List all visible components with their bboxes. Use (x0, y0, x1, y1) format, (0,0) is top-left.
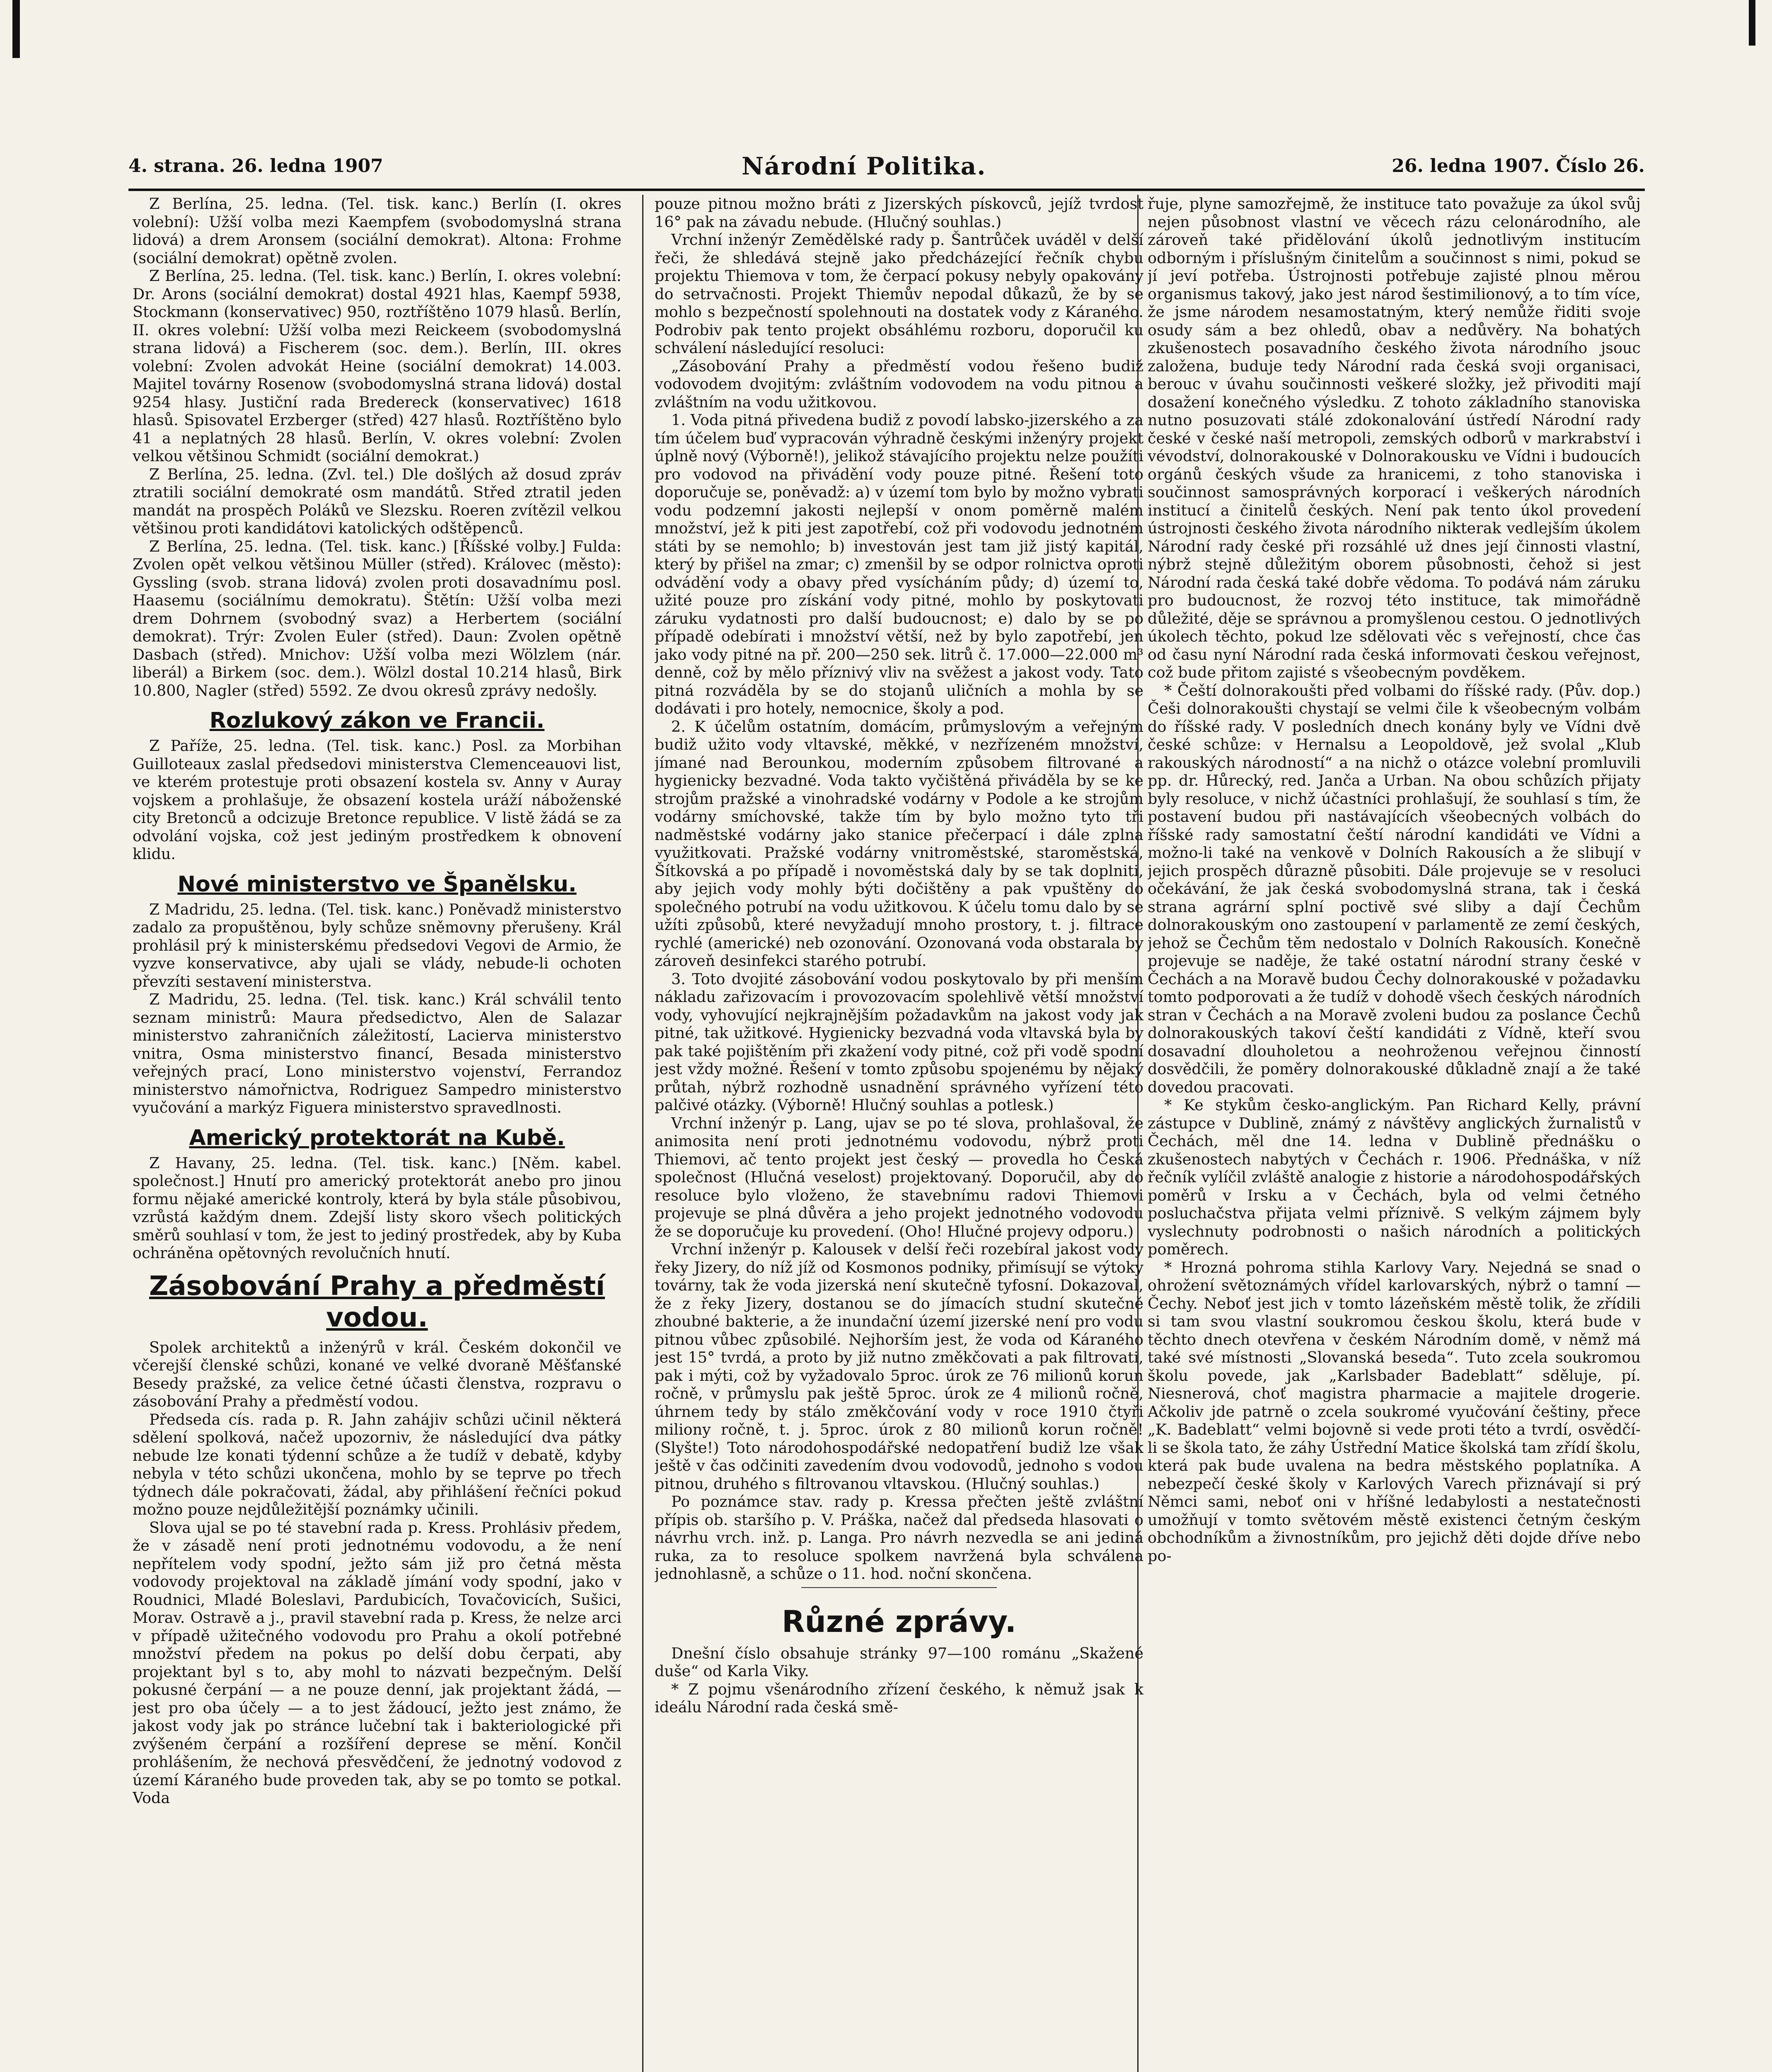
article-paragraph: řuje, plyne samozřejmě, že instituce tato považuje za úkol svůj nejen působnost vlastní ve věcech rázu celonárodního, ale zároveň také přidělování úkolů jednotlivým institucím odborným i příslušným činitelům a součinnost s nimi, pokud se jí jeví potřeba. Ústrojnosti potřebuje zajisté plnou měrou organismus takový, jako jest národ šestimilionový, a to tím více, že jsme národem nesamostatným, který nemůže řiditi svoje osudy sám a bez ohledů, obav a nedůvěry. Na bohatých zkušenostech posavadního českého života národního jsouc založena, buduje tedy Národní rada česká svoji organisaci, berouc v úvahu součinnosti veškeré složky, jež přivoditi mají dosažení konečného výsledku. Z tohoto základního stanoviska nutno posuzovati stálé zdokonalování ústředí Národní rady české v české naší metropoli, zemských odborů v markrabství i vévodství, dolnorakouské v Dolnorakousku ve Vídni i budoucích orgánů českých všude za hranicemi, z toho stanoviska i součinnost samosprávných korporací i veškerých národních institucí a činitelů českých. Není pak tento úkol provedení ústrojnosti českého života národního nikterak vedlejším úkolem Národní rady české při rozsáhlé už dnes její činnosti vlastní, nýbrž stejně důležitým oborem působnosti, čehož si jest Národní rada česká také dobře vědoma. To podává nám záruku pro budoucnost, že rozvoj této instituce, tak mimořádně důležité, děje se správnou a promyšlenou cestou. O jednotlivých úkolech těchto, pokud lze sdělovati věc s veřejností, chce čas od času nyní Národní rada česká informovati českou veřejnost, což bude přitom zajisté s všeobecným povděkem. (1148, 195, 1641, 681)
separator-rule (801, 1587, 997, 1588)
masthead-title: Národní Politika. (742, 152, 986, 180)
article-paragraph: Vrchní inženýr p. Kalousek v delší řeči rozebíral jakost vody řeky Jizery, do níž jíž od Kosmonos podniky, přimísují se výtoky továrny, tak že voda jizerská není skutečně tyfosní. Dokazoval, že z řeky Jizery, dostanou se do jímacích studní skutečně zhoubné bakterie, a že inundační území jizerské není pro vodu pitnou vůbec způsobilé. Nejhorším jest, že voda od Káraného jest 15° tvrdá, a proto by již nutno změkčovati a pak filtrovati, pak i mýti, což by vyžadovalo 5proc. úrok ze 76 milionů korun ročně, v průmyslu pak ještě 5proc. úrok ze 4 milionů ročně, úhrnem tedy by stálo změkčování vody v roce 1910 čtyři miliony ročně, t. j. 5proc. úrok z 80 milionů korun ročně! (Slyšte!) Toto národohospodářské nedopatření budiž lze však ještě v čas odčiniti zavedením dvou vodovodů, jednoho s vodou pitnou, druhého s filtrovanou vltavskou. (Hlučný souhlas.) (655, 1240, 1143, 1493)
article-paragraph: Z Berlína, 25. ledna. (Tel. tisk. kanc.) Berlín (I. okres volební): Užší volba mezi Kaempfem (svobodomyslná strana lidová) a drem Aronsem (sociální demokrat). Altona: Frohme (sociální demokrat) opětně zvolen. (133, 195, 621, 267)
column-3 (1148, 195, 1641, 2072)
article-paragraph: Z Madridu, 25. ledna. (Tel. tisk. kanc.) Poněvadž ministerstvo zadalo za propuštěnou, byly schůze sněmovny přerušeny. Král prohlásil prý k ministerskému předsedovi Vegovi de Armio, že vyzve konservativce, aby ujali se vlády, nebude-li ochoten převzíti sestavení ministerstva. (133, 900, 621, 990)
article-paragraph: pouze pitnou možno bráti z Jizerských pískovců, jejíž tvrdost 16° pak na závadu nebude. (Hlučný souhlas.) (655, 195, 1143, 231)
column-1 (133, 195, 621, 2072)
article-paragraph: 1. Voda pitná přivedena budiž z povodí labsko-jizerského a za tím účelem buď vypracován výhradně českými inženýry projekt úplně nový (Výborně!), jelikož stávajícího projektu nelze použíti pro vodovod na přivádění vody pouze pitné. Řešení toto doporučuje se, poněvadž: a) v území tom bylo by možno vybrati vodu podzemní jakosti nejlepší v onom poměrně malém množství, jež k piti jest zapotřebí, což při vodovodu jednotném státi by se nemohlo; b) investován jest tam již jistý kapitál, který by přišel na zmar; c) zmenšil by se odpor rolnictva oproti odvádění vody a obavy před vysícháním půdy; d) území to, užité pouze pro získání vody pitné, mohlo by poskytovati záruku vydatnosti pro další budoucnost; e) dalo by se po případě odebírati i množství větší, než by bylo zapotřebí, jen jako vody pitné na př. 200—250 sek. litrů č. 17.000—22.000 m³ denně, což by mělo příznivý vliv na svěžest a jakost vody. Tato pitná rozváděla by se do stojanů uličních a mohla by se dodávati i pro hotely, nemocnice, školy a pod. (655, 411, 1143, 717)
header-page-date: 4. strana. 26. ledna 1907 (128, 155, 383, 177)
article-paragraph: 3. Toto dvojité zásobování vodou poskytovalo by při menším nákladu zařizovacím i provozovacím spolehlivě větší množství vody, vyhovující nejkrajnějším požadavkům na jakost vody jak pitné, tak užitkové. Hygienicky bezvadná voda vltavská byla by pak také pojištěním při zkažení vody pitné, což při vodě spodní jest vždy možné. Řešení v tomto způsobu spojenému by nějaký průtah, nýbrž rozhodně usnadnění správného vyřízení této palčivé otázky. (Výborně! Hlučný souhlas a potlesk.) (655, 970, 1143, 1114)
article-paragraph: Vrchní inženýr Zemědělské rady p. Šantrůček uváděl v delší řeči, že shledává stejně jako předcházející řečník chybu projektu Thiemova v tom, že čerpací pokusy nebyly opakovány do setrvačnosti. Projekt Thiemův nepodal důkazů, že by se mohlo s bezpečností spolehnouti na dostatek vody z Káraného. Podrobiv pak tento projekt obsáhlému rozboru, doporučil ku schválení následující resoluci: (655, 231, 1143, 357)
scan-edge-mark (12, 0, 20, 58)
scan-edge-mark (1749, 0, 1755, 46)
article-paragraph: 2. K účelům ostatním, domácím, průmyslovým a veřejným budiž užito vody vltavské, měkké, v nezřízeném množství, jímané nad Berounkou, moderním způsobem filtrované a hygienicky bezvadné. Voda takto vyčištěná přiváděla by se ke strojům pražské a vinohradské vodárny v Podole a ke strojům vodárny smíchovské, takže tím by bylo možno tyto tři nadměstské vodárny jako stanice přečerpací i dále zplna využitkovati. Pražské vodárny vnitroměstské, staroměstská, Šítkovská a po případě i novoměstská daly by se tak doplniti, aby jejich vody mohly býti dočištěny a pak vpuštěny do společného potrubí na vodu užitkovou. K účelu tomu dalo by se užíti způsobů, které nevyžadují mnoho prostory, t. j. filtrace rychlé (americké) neb ozonování. Ozonovaná voda obstarala by zároveň desinfekci starého potrubí. (655, 717, 1143, 970)
section-heading: Zásobování Prahy a předměstí vodou. (149, 1271, 605, 1333)
article-paragraph: * Ke stykům česko-anglickým. Pan Richard Kelly, právní zástupce v Dublině, známý z návštěvy anglických žurnalistů v Čechách, měl dne 14. ledna v Dublině přednášku o zkušenostech nabytých v Čechách r. 1906. Přednáška, v níž řečník vylíčil zvláště analogie z historie a národohospodářských poměrů v Irsku a v Čechách, byla od velmi četného posluchačstva přijata velmi příznivě. S velkým zájmem byly vyslechnuty podrobnosti o našich národních a politických poměrech. (1148, 1096, 1641, 1258)
page-header (128, 152, 1645, 184)
section-heading: Různé zprávy. (782, 1604, 1016, 1639)
article-paragraph: * Čeští dolnorakoušti před volbami do říšské rady. (Pův. dop.) Češi dolnorakoušti chystají se velmi čile k všeobecným volbám do říšské rady. V posledních dnech konány byly ve Vídni dvě české schůze: v Hernalsu a Leopoldově, jež svolal „Klub rakouských národností“ a na nichž o otázce volební promluvili pp. dr. Hůrecký, red. Janča a Urban. Na obou schůzích přijaty byly resoluce, v nichž účastníci prohlašují, že souhlasí s tím, že postavení budou při nastávajících všeobecných volbách do říšské rady samostatní čeští národní kandidáti ve Vídni a možno-li také na venkově v Dolních Rakousích a že slibují v jejich prospěch důrazně působiti. Dále projevuje se v resoluci očekávání, že jak česká svobodomyslná strana, tak i česká strana agrární splní poctivě své sliby a dají Čechům dolnorakouským ono zastoupení v parlamentě ze zemí českých, jehož se Čechům těm nedostalo v Dolních Rakousích. Konečně projevuje se naděje, že také ostatní národní strany české v Čechách a na Moravě budou Čechy dolnorakouské v požadavku tomto podporovati a že tudíž v dohodě všech českých národních stran v Čechách a na Moravě zvoleni budou za poslance Čechů dolnorakouských takoví čeští kandidáti z Vídně, kteří svou dosavadní dlouholetou a neohroženou veřejnou činností dosvědčili, že poměry dolnorakouské důkladně znají a že také dovedou pracovati. (1148, 681, 1641, 1096)
article-paragraph: * Hrozná pohroma stihla Karlovy Vary. Nejedná se snad o ohrožení světoznámých vřídel karlovarských, nýbrž o tamní — Čechy. Neboť jest jich v tomto lázeňském městě tolik, že zřídili si tam svou vlastní soukromou českou školu, která bude v těchto dnech otevřena v českém Národním domě, v němž má také své místnosti „Slovanská beseda“. Tuto zcela soukromou školu povede, jak „Karlsbader Badeblatt“ sděluje, pí. Niesnerová, choť magistra pharmacie a majitele drogerie. Ačkoliv jde patrně o zcela soukromé vyučování češtiny, přece „K. Badeblatt“ velmi bojovně si vede proti této a tvrdí, osvědčí-li se škola tato, že záhy Ústřední Matice školská tam zřídí školu, která pak bude uvalena na bedra městského poplatníka. A nebezpečí české školy v Karlových Varech přiznávají si prý Němci sami, neboť oni v hříšné ledabylosti a nestatečnosti umožňují v tomto světovém městě existenci četným českým obchodníkům a živnostníkům, pro jejichž děti dojde dříve nebo po- (1148, 1258, 1641, 1565)
article-paragraph: Slova ujal se po té stavební rada p. Kress. Prohlásiv předem, že v zásadě není proti jednotnému vodovodu, a že není nepřítelem vody spodní, ježto sám již pro četná města vodovody projektoval na základě jímání vody spodní, jako v Roudnici, Mladé Boleslavi, Pardubicích, Tovačovicích, Sušici, Morav. Ostravě a j., pravil stavební rada p. Kress, že nelze arci v případě užitečného vodovodu pro Prahu a okolí potřebné množství předem na pokus po delší dobu čerpati, aby projektant byl s to, aby mohl to názvati bezpečným. Delší pokusné čerpání — a ne pouze denní, jak projektant žádá, — jest pro oba účely — a to jest žádoucí, ježto jest známo, že jakost vody jak po stránce lučební tak i bakteriologické při zvýšeném čerpání a rozšíření deprese se mění. Končil prohlášením, že nechová přesvědčení, že jednotný vodovod z území Káraného bude proveden tak, aby se po tomto se potkal. Voda (133, 1518, 621, 1807)
article-paragraph: Z Berlína, 25. ledna. (Tel. tisk. kanc.) Berlín, I. okres volební: Dr. Arons (sociální demokrat) dostal 4921 hlas, Kaempf 5938, Stockmann (konservativec) 950, roztříštěno 1079 hlasů. Berlín, II. okres volební: Užší volba mezi Reickeem (svobodomyslná strana lidová) a Fischerem (soc. dem.). Berlín, III. okres volební: Zvolen advokát Heine (sociální demokrat) 14.003. Majitel továrny Rosenow (svobodomyslná strana lidová) dostal 9254 hlasy. Justiční rada Bredereck (konservativec) 1618 hlasů. Spisovatel Erzberger (střed) 427 hlasů. Roztříštěno bylo 41 a neplatných 28 hlasů. Berlín, V. okres volební: Zvolen velkou většinou Schmidt (sociální demokrat.) (133, 267, 621, 465)
article-paragraph: Vrchní inženýr p. Lang, ujav se po té slova, prohlašoval, že animosita není proti jednotnému vodovodu, nýbrž proti Thiemovi, ač tento projekt jest český — provedla ho Česká společnost (Hlučná veselost) projektovaný. Doporučil, aby do resoluce bylo vloženo, že stavebnímu radovi Thiemovi projevuje se plná důvěra a jeho projekt jednotného vodovodu že se doporučuje ku provedení. (Oho! Hlučné projevy odporu.) (655, 1114, 1143, 1240)
article-paragraph: * Z pojmu všenárodního zřízení českého, k němuž jsak k ideálu Národní rada česká smě- (655, 1680, 1143, 1716)
article-paragraph: Z Havany, 25. ledna. (Tel. tisk. kanc.) [Něm. kabel. společnost.] Hnutí pro americký protektorát anebo pro jinou formu nějaké americké kontroly, která by byla stále působivou, vzrůstá každým dnem. Zdejší listy skoro všech politických směrů souhlasí v tom, že jest to jediný prostředek, aby by Kuba ochráněna opětovných revolučních hnutí. (133, 1154, 621, 1262)
article-paragraph: Spolek architektů a inženýrů v král. Českém dokončil ve včerejší členské schůzi, konané ve velké dvoraně Měšťanské Besedy pražské, za velice četné účasti členstva, rozpravu o zásobování Prahy a předměstí vodou. (133, 1338, 621, 1410)
column-divider (642, 195, 643, 2072)
header-rule (128, 189, 1645, 191)
article-paragraph: Předseda cís. rada p. R. Jahn zahájiv schůzi učinil některá sdělení spolková, načež upozorniv, že následující dva pátky nebude lze konati týdenní schůze a že tudíž v debatě, kdyby nebyla v této schůzi ukončena, mohlo by se teprve po třech týdnech dále pokračovati, žádal, aby přihlášení řečníci pokud možno pouze nejdůležitější poznámky učinili. (133, 1410, 621, 1518)
article-paragraph: „Zásobování Prahy a předměstí vodou řešeno budiž vodovodem dvojitým: zvláštním vodovodem na vodu pitnou a zvláštním na vodu užitkovou. (655, 357, 1143, 411)
section-heading: Americký protektorát na Kubě. (189, 1125, 565, 1150)
article-paragraph: Dnešní číslo obsahuje stránky 97—100 románu „Skažené duše“ od Karla Viky. (655, 1644, 1143, 1680)
article-paragraph: Z Madridu, 25. ledna. (Tel. tisk. kanc.) Král schválil tento seznam ministrů: Maura předsedictvo, Alen de Salazar ministerstvo zahraničních záležitostí, Lacierva ministerstvo vnitra, Osma ministerstvo financí, Besada ministerstvo veřejných prací, Lono ministerstvo vojenství, Ferrandoz ministerstvo námořnictva, Rodriguez Sampedro ministerstvo vyučování a markýz Figuera ministerstvo spravedlnosti. (133, 990, 621, 1116)
article-paragraph: Po poznámce stav. rady p. Kressa přečten ještě zvláštní přípis ob. staršího p. V. Práška, načež dal předseda hlasovati o návrhu vrch. inž. p. Langa. Pro návrh nezvedla se ani jediná ruka, za to resoluce spolkem navržená byla schválena jednohlasně, a schůze o 11. hod. noční skončena. (655, 1493, 1143, 1583)
article-paragraph: Z Berlína, 25. ledna. (Tel. tisk. kanc.) [Říšské volby.] Fulda: Zvolen opět velkou většinou Müller (střed). Královec (město): Gyssling (svob. strana lidová) zvolen proti dosavadnímu posl. Haasemu (sociálnímu demokratu). Štětín: Užší volba mezi drem Dohrnem (svobodný svaz) a Herbertem (sociální demokrat). Trýr: Zvolen Euler (střed). Daun: Zvolen opětně Dasbach (střed). Mnichov: Užší volba mezi Wölzlem (nár. liberál) a Birkem (soc. dem.). Wölzl dostal 10.214 hlasů, Birk 10.800, Nagler (střed) 5592. Ze dvou okresů zprávy nedošly. (133, 537, 621, 700)
section-heading: Nové ministerstvo ve Španělsku. (177, 871, 577, 897)
section-heading: Rozlukový zákon ve Francii. (209, 708, 545, 733)
header-issue-number: 26. ledna 1907. Číslo 26. (1392, 155, 1645, 177)
column-2 (655, 195, 1143, 2072)
article-paragraph: Z Berlína, 25. ledna. (Zvl. tel.) Dle došlých až dosud zpráv ztratili sociální demokraté osm mandátů. Střed ztratil jeden mandát na prospěch Poláků ve Slezsku. Roeren zvítězil velkou většinou proti kandidátovi katolických odštěpenců. (133, 465, 621, 537)
article-paragraph: Z Paříže, 25. ledna. (Tel. tisk. kanc.) Posl. za Morbihan Guilloteaux zaslal předsedovi ministerstva Clemenceauovi list, ve kterém protestuje proti obsazení kostela sv. Anny v Auray vojskem a prohlašuje, že obsazení kostela uráží náboženské city Bretonců a odcizuje Bretonce republice. V listě žádá se za odvolání vojska, což jest jediným prostředkem k obnovení klidu. (133, 737, 621, 863)
